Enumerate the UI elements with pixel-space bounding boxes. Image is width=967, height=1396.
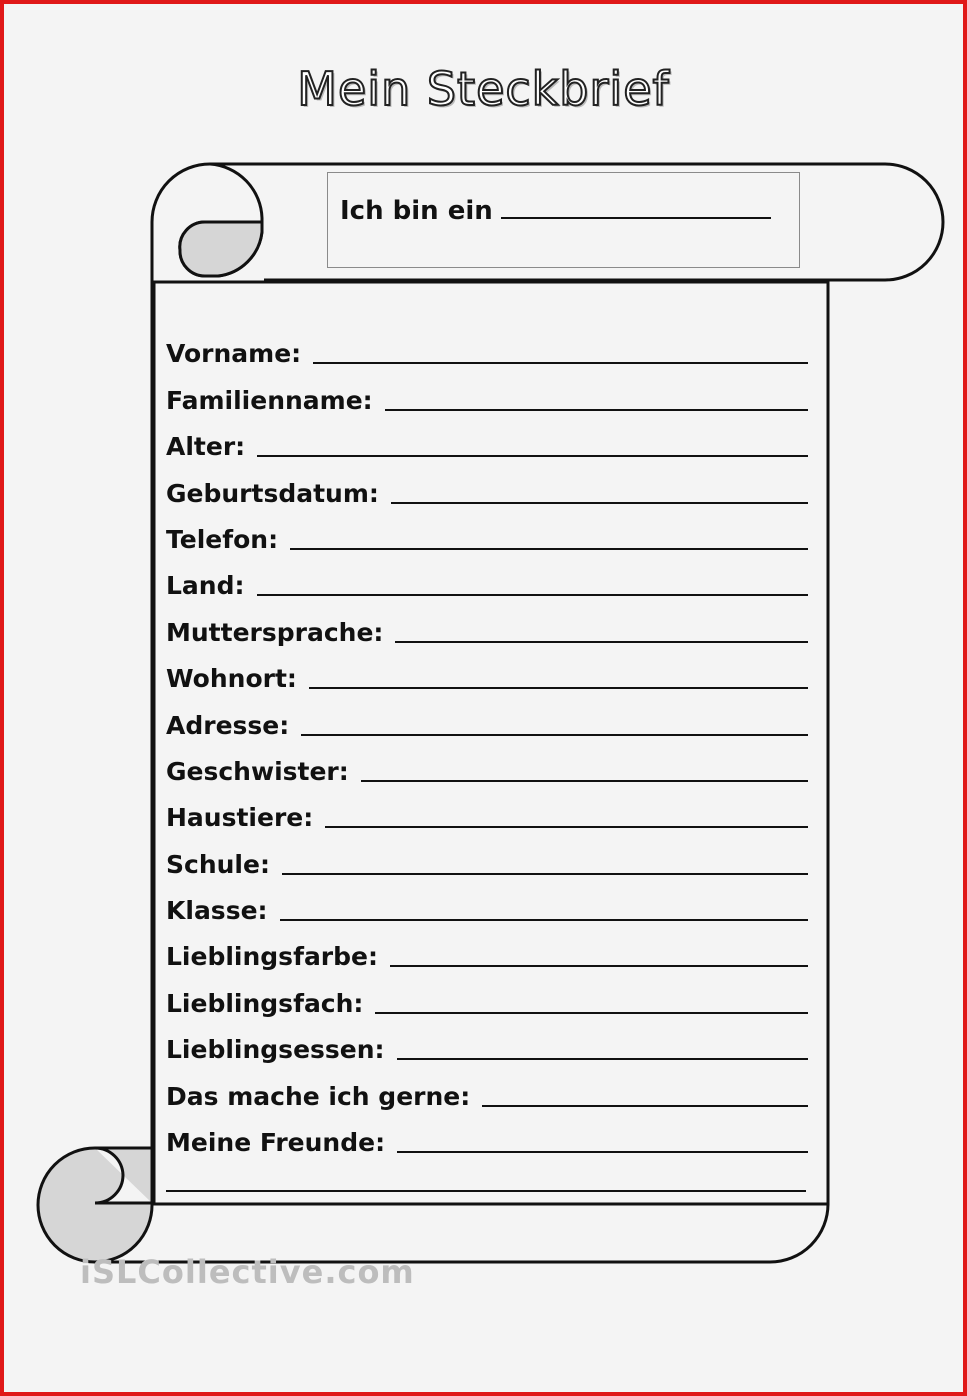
answer-line[interactable] xyxy=(385,389,808,411)
field-label: Lieblingsfarbe: xyxy=(166,942,378,972)
answer-line[interactable] xyxy=(301,714,808,736)
field-alter xyxy=(166,417,816,463)
field-label: Adresse: xyxy=(166,710,290,740)
field-freunde xyxy=(166,1113,816,1159)
field-label: Meine Freunde: xyxy=(166,1128,386,1158)
field-lieblingsfach xyxy=(166,973,816,1019)
field-muttersprache xyxy=(166,602,816,648)
watermark: iSLCollective.com xyxy=(80,1253,415,1291)
field-hobbies xyxy=(166,1066,816,1112)
scroll-bottom-curl xyxy=(38,1148,152,1262)
field-label: Wohnort: xyxy=(166,664,297,694)
answer-line[interactable] xyxy=(375,992,808,1014)
field-label: Schule: xyxy=(166,849,270,879)
header-line xyxy=(340,195,771,226)
field-familienname xyxy=(166,370,816,416)
answer-line[interactable] xyxy=(257,435,808,457)
field-label: Klasse: xyxy=(166,896,268,926)
page-title: Mein Steckbrief xyxy=(297,62,670,116)
answer-line[interactable] xyxy=(361,760,808,782)
field-label: Geschwister: xyxy=(166,756,349,786)
field-label: Land: xyxy=(166,571,245,601)
answer-line[interactable] xyxy=(282,853,808,875)
answer-line[interactable] xyxy=(482,1085,808,1107)
answer-line[interactable] xyxy=(257,574,809,596)
field-label: Alter: xyxy=(166,432,246,462)
form-fields xyxy=(166,324,816,1159)
answer-line-continuation[interactable] xyxy=(166,1190,806,1192)
answer-line[interactable] xyxy=(391,482,808,504)
field-label: Das mache ich gerne: xyxy=(166,1081,471,1111)
header-answer-line[interactable] xyxy=(501,195,771,219)
field-geburtsdatum xyxy=(166,463,816,509)
field-wohnort xyxy=(166,649,816,695)
field-lieblingsessen xyxy=(166,1020,816,1066)
answer-line[interactable] xyxy=(395,621,808,643)
field-label: Familienname: xyxy=(166,385,373,415)
scroll-top-curl-fill xyxy=(180,222,262,276)
header-text: Ich bin ein xyxy=(340,196,493,226)
field-schule xyxy=(166,834,816,880)
field-label: Lieblingsessen: xyxy=(166,1035,385,1065)
answer-line[interactable] xyxy=(280,899,808,921)
answer-line[interactable] xyxy=(290,528,808,550)
field-adresse xyxy=(166,695,816,741)
field-label: Haustiere: xyxy=(166,803,314,833)
answer-line[interactable] xyxy=(325,806,808,828)
field-label: Telefon: xyxy=(166,524,279,554)
answer-line[interactable] xyxy=(397,1038,808,1060)
field-label: Muttersprache: xyxy=(166,617,384,647)
field-land xyxy=(166,556,816,602)
header-box xyxy=(327,172,800,268)
answer-line[interactable] xyxy=(390,945,808,967)
field-lieblingsfarbe xyxy=(166,927,816,973)
field-label: Lieblingsfach: xyxy=(166,988,364,1018)
answer-line[interactable] xyxy=(397,1131,808,1153)
field-klasse xyxy=(166,881,816,927)
field-geschwister xyxy=(166,742,816,788)
field-vorname xyxy=(166,324,816,370)
field-label: Vorname: xyxy=(166,339,302,369)
answer-line[interactable] xyxy=(313,342,808,364)
answer-line[interactable] xyxy=(309,667,808,689)
field-label: Geburtsdatum: xyxy=(166,478,379,508)
field-haustiere xyxy=(166,788,816,834)
field-telefon xyxy=(166,510,816,556)
